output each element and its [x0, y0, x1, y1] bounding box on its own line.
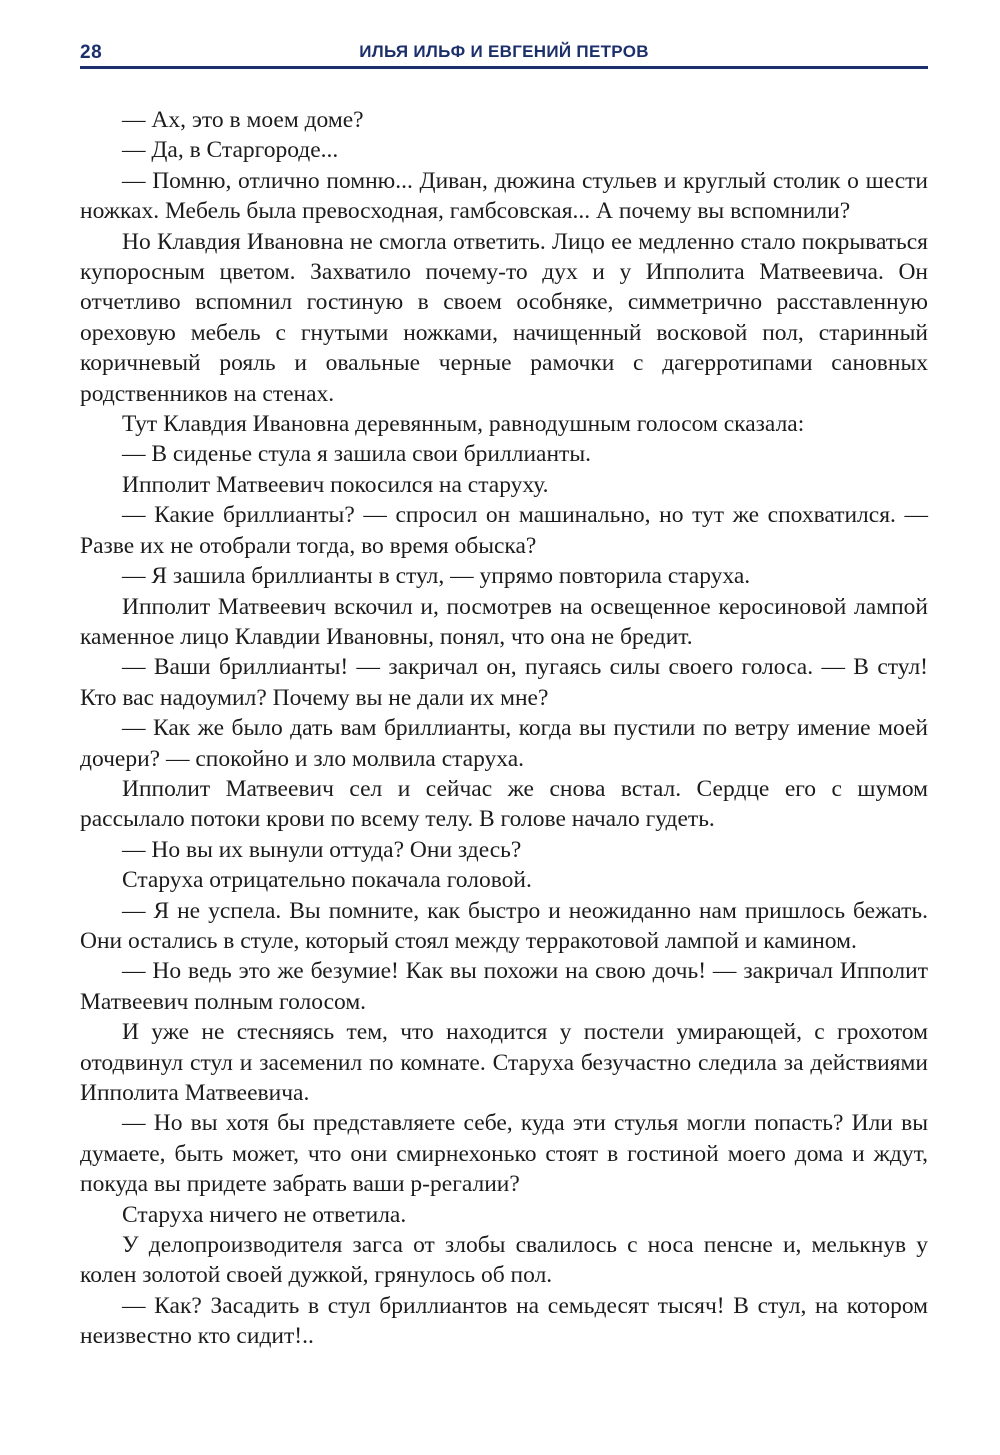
- paragraph: Но Клавдия Ивановна не смогла ответить. Лицо ее медленно стало покрываться купоросным цветом. Захватило почему-то дух и у Ипполита Матвеевича. Он отчетливо вспомнил гостиную в своем особняке, симметрично расставленную ореховую мебель с гнутыми ножками, начищенный восковой пол, старинный коричневый рояль и овальные черные рамочки с дагерротипами сановных родственников на стенах.: [80, 228, 928, 407]
- paragraph: — Помню, отлично помню... Диван, дюжина стульев и круглый столик о шести ножках. Мебель была превосходная, гамбсовская... А почему вы вспомнили?: [80, 167, 928, 225]
- paragraph: — В сиденье стула я зашила свои бриллианты.: [122, 441, 591, 468]
- paragraph: — Но вы их вынули оттуда? Они здесь?: [122, 836, 522, 863]
- paragraph: Ипполит Матвеевич сел и сейчас же снова встал. Сердце его с шумом рассылало потоки крови по всему телу. В голове начало гудеть.: [80, 775, 928, 833]
- paragraph: — Какие бриллианты? — спросил он машинально, но тут же спохватился. — Разве их не отобрали тогда, во время обыска?: [80, 502, 928, 559]
- paragraph: — Как же было дать вам бриллианты, когда вы пустили по ветру имение моей дочери? — спокойно и зло молвила старуха.: [80, 715, 928, 772]
- paragraph: — Ах, это в моем доме?: [122, 107, 364, 133]
- paragraph: И уже не стесняясь тем, что находится у постели умирающей, с грохотом отодвинул стул и засеменил по комнате. Старуха безучастно следила за действиями Ипполита Матвеевича.: [80, 1019, 928, 1106]
- running-title: ИЛЬЯ ИЛЬФ И ЕВГЕНИЙ ПЕТРОВ: [359, 42, 649, 61]
- paragraph: — Но вы хотя бы представляете себе, куда эти стулья могли попасть? Или вы думаете, быть может, что они смирнехонько стоят в гостиной моего дома и ждут, покуда вы придете забрать ваши р-регалии?: [80, 1110, 928, 1198]
- paragraph: — Ваши бриллианты! — закричал он, пугаясь силы своего голоса. — В стул! Кто вас надоумил? Почему вы не дали их мне?: [80, 654, 928, 711]
- page-header: [80, 38, 928, 68]
- paragraph: Тут Клавдия Ивановна деревянным, равнодушным голосом сказала:: [122, 411, 805, 438]
- paragraph: Старуха ничего не ответила.: [122, 1201, 407, 1228]
- paragraph: Ипполит Матвеевич вскочил и, посмотрев на освещенное керосиновой лампой каменное лицо Клавдии Ивановны, понял, что она не бредит.: [80, 593, 928, 650]
- paragraph: — Как? Засадить в стул бриллиантов на семьдесят тысяч! В стул, на котором неизвестно кто сидит!..: [80, 1292, 928, 1350]
- paragraph: У делопроизводителя загса от злобы свалилось с носа пенсне и, мелькнув у колен золотой своей дужкой, грянулось об пол.: [80, 1232, 928, 1289]
- paragraph: — Я не успела. Вы помните, как быстро и неожиданно нам пришлось бежать. Они остались в стуле, который стоял между терракотовой лампой и камином.: [80, 897, 928, 954]
- header-rule: [80, 66, 928, 69]
- page-number: 28: [80, 42, 103, 63]
- paragraph: — Да, в Старгороде...: [122, 137, 339, 164]
- paragraph: — Но ведь это же безумие! Как вы похожи на свою дочь! — закричал Ипполит Матвеевич полным голосом.: [80, 958, 928, 1015]
- body-text: [80, 105, 928, 1352]
- paragraph: Ипполит Матвеевич покосился на старуху.: [122, 471, 549, 498]
- paragraph: — Я зашила бриллианты в стул, — упрямо повторила старуха.: [122, 563, 751, 590]
- paragraph: Старуха отрицательно покачала головой.: [122, 867, 532, 894]
